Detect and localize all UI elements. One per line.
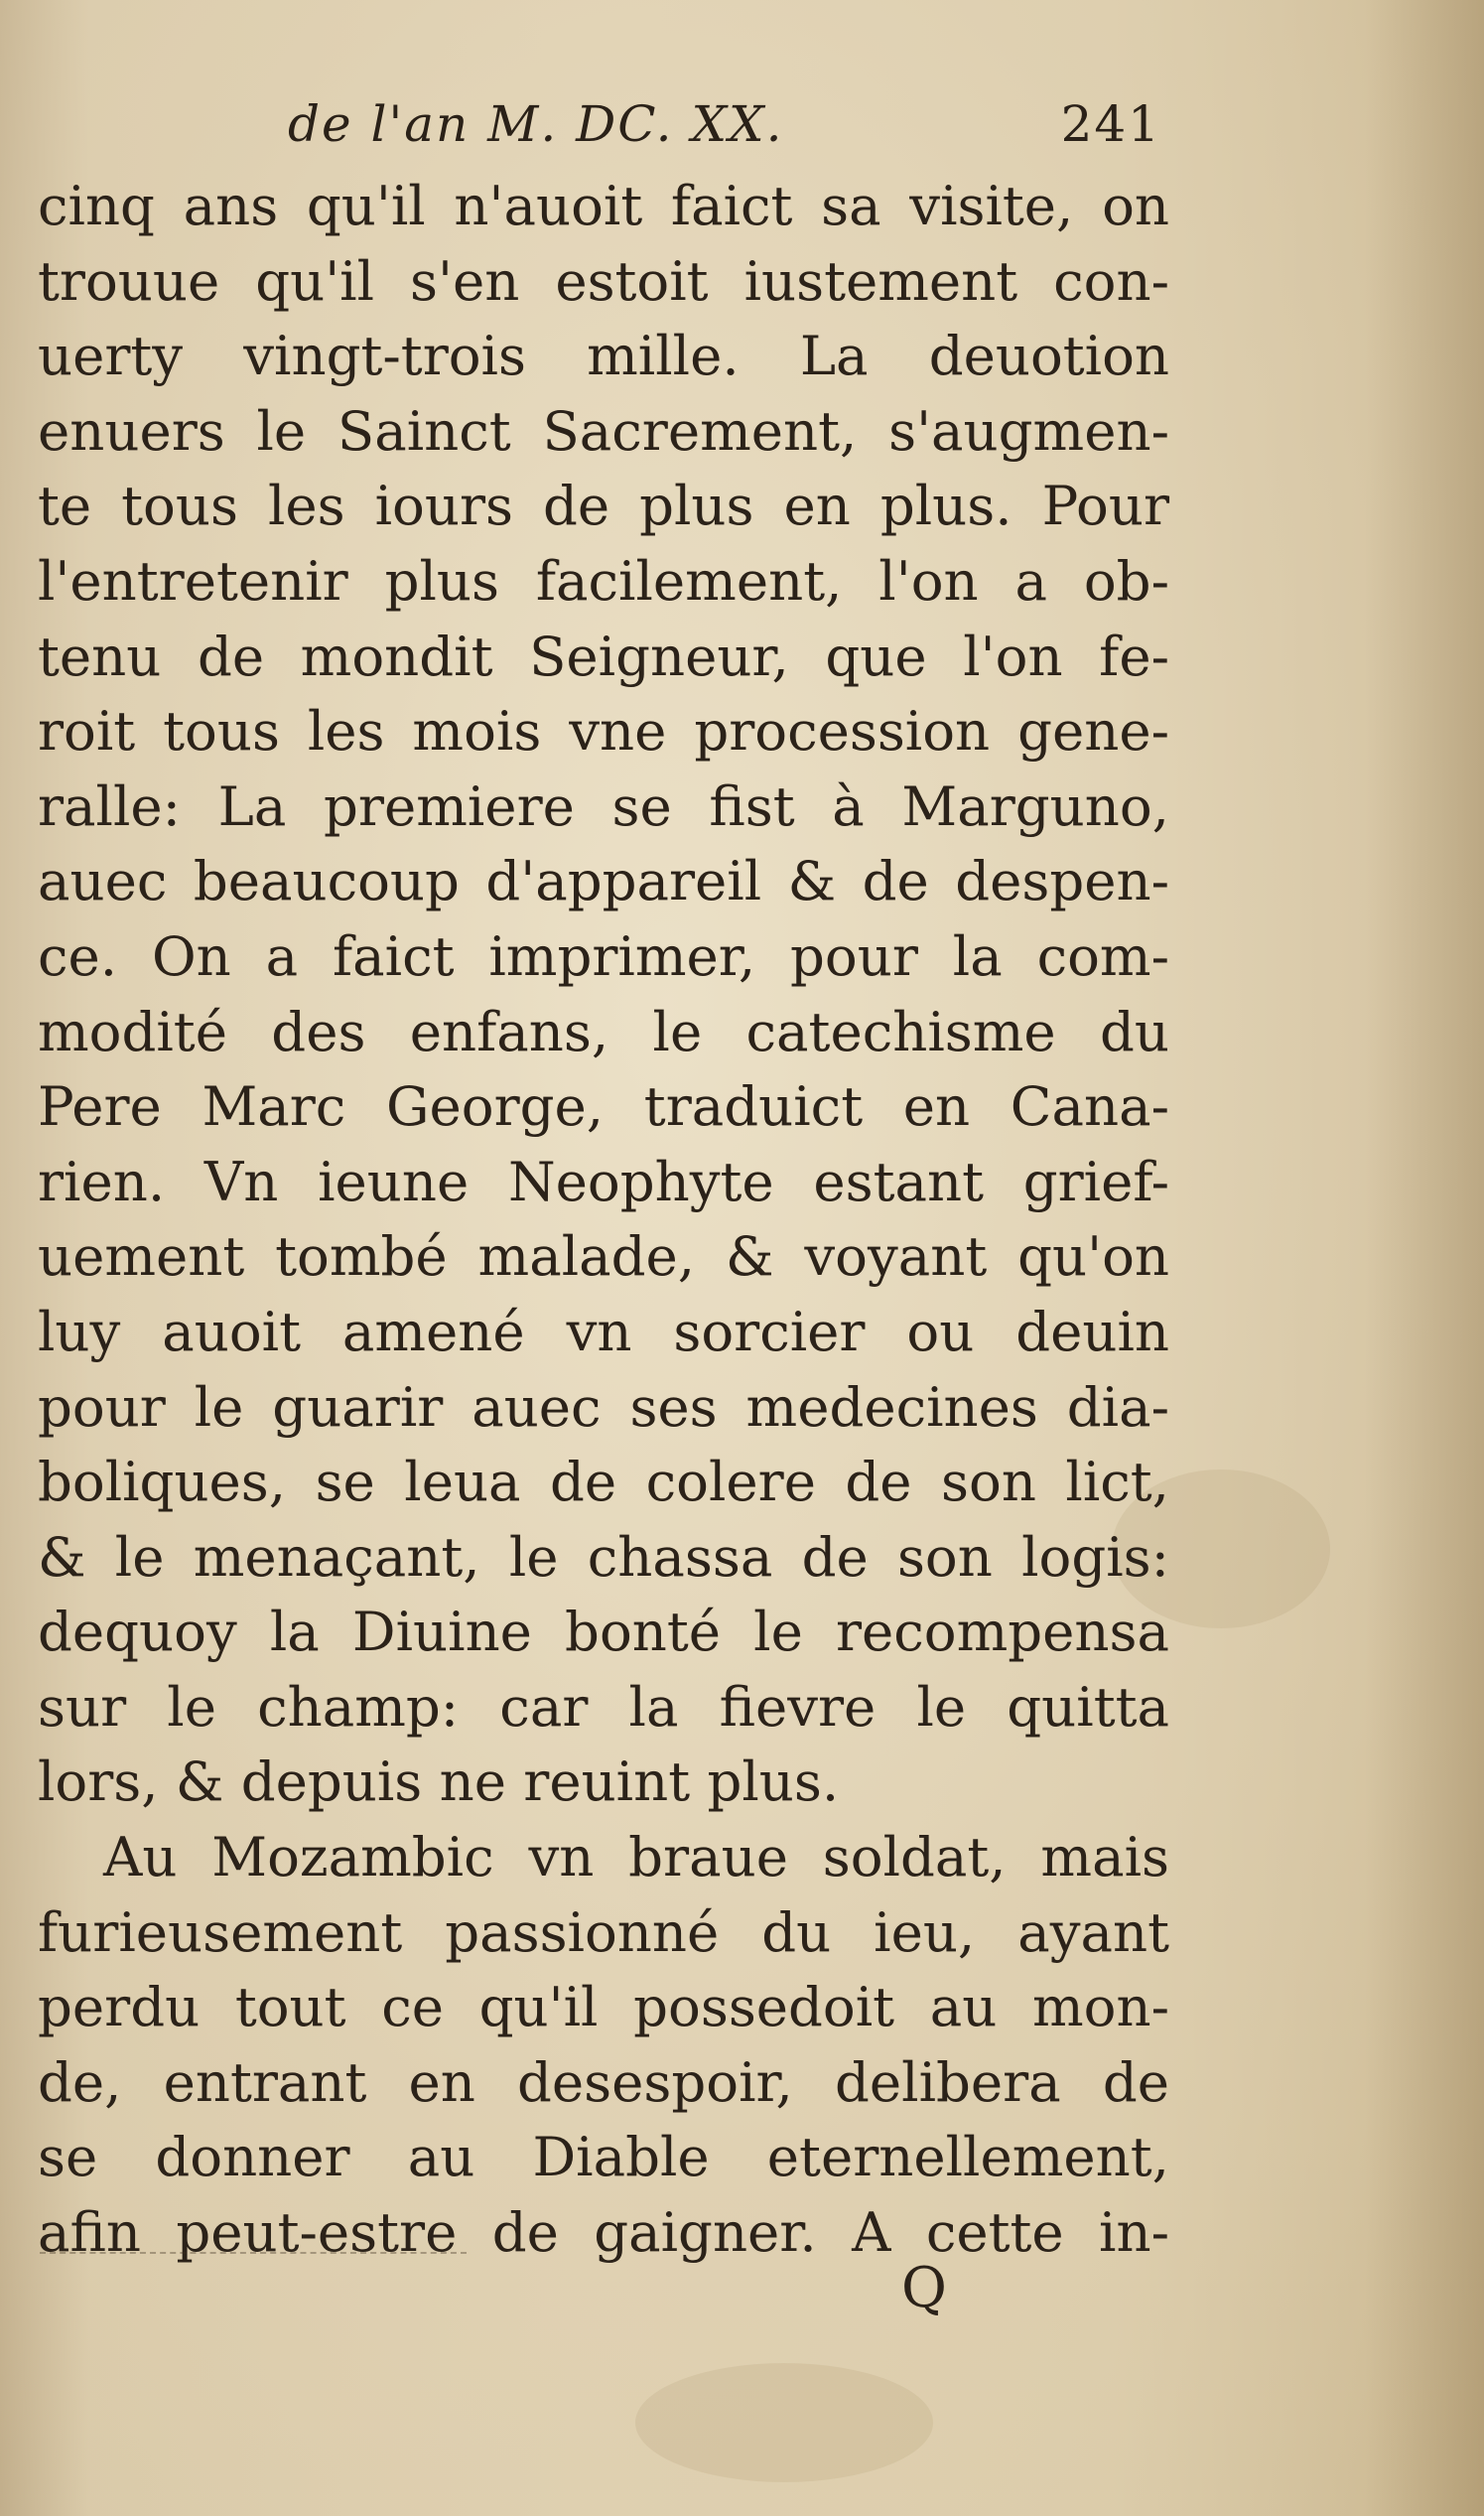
- text-line: de, entrant en desespoir, delibera de: [38, 2049, 1169, 2114]
- paragraph-start-line: Au Mozambic vn braue soldat, mais: [103, 1825, 1169, 1889]
- running-header: [288, 95, 1181, 165]
- page-edge-shadow: [1365, 0, 1484, 2516]
- text-line: ralle: La premiere se fist à Marguno,: [38, 773, 1169, 838]
- text-line: se donner au Diable eternellement,: [38, 2125, 1169, 2189]
- text-line: enuers le Sainct Sacrement, s'augmen-: [38, 398, 1169, 463]
- text-line: sur le champ: car la fievre le quitta: [38, 1674, 1169, 1739]
- signature-mark: Q: [901, 2256, 947, 2320]
- text-line: l'entretenir plus facilement, l'on a ob-: [38, 548, 1169, 613]
- paragraph-end-line: lors, & depuis ne reuint plus.: [38, 1749, 840, 1814]
- text-line: uement tombé malade, & voyant qu'on: [38, 1224, 1169, 1289]
- text-line: perdu tout ce qu'il possedoit au mon-: [38, 1975, 1169, 2039]
- text-line: rien. Vn ieune Neophyte estant grief-: [38, 1149, 1169, 1213]
- text-line: furieusement passionné du ieu, ayant: [38, 1899, 1169, 1964]
- bottom-rule: [40, 2252, 467, 2254]
- text-line: ce. On a faict imprimer, pour la com-: [38, 923, 1169, 988]
- text-line: cinq ans qu'il n'auoit faict sa visite, on: [38, 174, 1169, 237]
- text-line: luy auoit amené vn sorcier ou deuin: [38, 1299, 1169, 1363]
- text-line: roit tous les mois vne procession gene-: [38, 699, 1169, 764]
- text-line: tenu de mondit Seigneur, que l'on fe-: [38, 624, 1169, 688]
- text-line: dequoy la Diuine bonté le recompensa: [38, 1600, 1169, 1664]
- text-line: auec beaucoup d'appareil & de despen-: [38, 849, 1169, 913]
- text-line: boliques, se leua de colere de son lict,: [38, 1450, 1169, 1514]
- text-line: te tous les iours de plus en plus. Pour: [38, 474, 1169, 538]
- text-line: trouue qu'il s'en estoit iustement con-: [38, 248, 1169, 313]
- text-line: pour le guarir auec ses medecines dia-: [38, 1374, 1169, 1439]
- text-line: afin peut-estre de gaigner. A cette in-: [38, 2200, 1169, 2265]
- running-title: de l'an M. DC. XX.: [288, 95, 784, 153]
- text-line: modité des enfans, le catechisme du: [38, 999, 1169, 1063]
- text-line: uerty vingt-trois mille. La deuotion: [38, 324, 1169, 388]
- body-text: [38, 169, 1169, 2271]
- page-number: 241: [1060, 95, 1161, 153]
- text-line: & le menaçant, le chassa de son logis:: [38, 1524, 1169, 1589]
- text-line: Pere Marc George, traduict en Cana-: [38, 1074, 1169, 1139]
- paper-stain: [635, 2363, 933, 2482]
